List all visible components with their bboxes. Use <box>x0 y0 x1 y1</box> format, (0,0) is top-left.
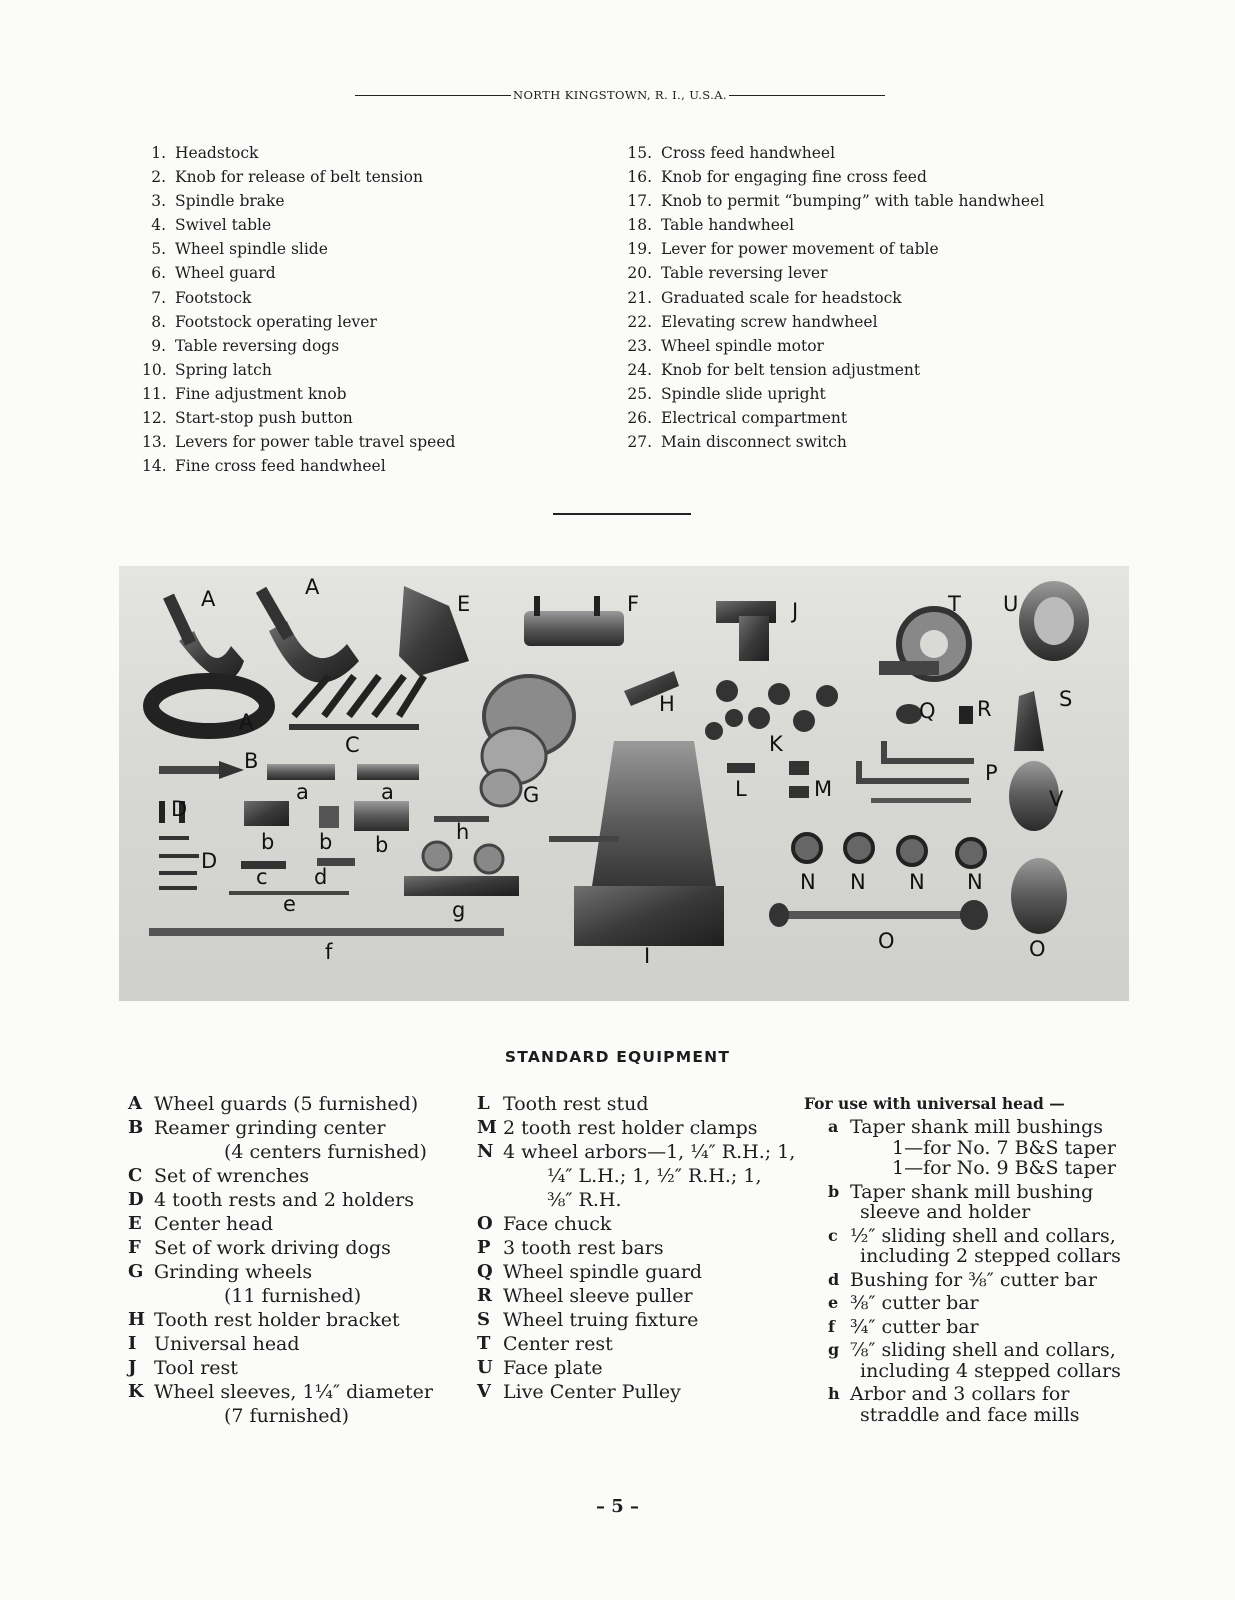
equipment-key: P <box>477 1237 491 1258</box>
equipment-item <box>477 1380 795 1404</box>
parts-list-label: Knob for release of belt tension <box>175 168 423 187</box>
wheel-arbors <box>793 834 985 867</box>
parts-list-item <box>626 430 1044 454</box>
page-number: – 5 – <box>595 1496 640 1517</box>
equipment-key: K <box>128 1381 144 1402</box>
equipment-item <box>477 1236 795 1260</box>
equipment-label: 4 wheel arbors—1, ¼″ R.H.; 1, <box>503 1141 796 1163</box>
equipment-label-continued: (7 furnished) <box>224 1405 350 1427</box>
header-rule-right <box>729 95 885 96</box>
equipment-label: Bushing for ⅜″ cutter bar <box>850 1268 1097 1291</box>
parts-list-item <box>626 334 1044 358</box>
equipment-key: O <box>477 1213 493 1234</box>
equipment-key: G <box>128 1261 144 1282</box>
equipment-key: e <box>828 1293 839 1312</box>
equipment-item <box>477 1140 795 1212</box>
parts-list-item <box>142 454 455 478</box>
wheel-sleeve-puller <box>959 706 973 724</box>
parts-list-item <box>142 213 455 237</box>
parts-list-number: 12. <box>142 409 167 428</box>
equipment-label: Taper shank mill bushings <box>850 1116 1104 1138</box>
equipment-item <box>804 1293 1121 1314</box>
equipment-label: Center rest <box>503 1333 613 1355</box>
equipment-item <box>477 1284 795 1308</box>
wrench-set <box>289 676 424 730</box>
photo-label-q: Q <box>919 699 936 723</box>
parts-list-label: Table reversing dogs <box>175 336 340 355</box>
parts-list-number: 17. <box>627 192 652 211</box>
parts-list-label: Fine adjustment knob <box>175 384 347 403</box>
equipment-item <box>128 1332 433 1356</box>
photo-label-a-lower1: a <box>296 780 309 804</box>
equipment-key: V <box>477 1381 491 1402</box>
parts-list-label: Fine cross feed handwheel <box>175 457 386 476</box>
photo-label-c: C <box>345 733 360 757</box>
parts-list-number: 26. <box>627 409 652 428</box>
parts-list-item <box>142 334 455 358</box>
equipment-label: Face chuck <box>503 1213 612 1235</box>
equipment-column-1 <box>128 1092 433 1428</box>
equipment-label: Wheel sleeve puller <box>503 1285 693 1307</box>
photo-label-a3: A <box>239 710 254 734</box>
photo-label-i: I <box>644 944 651 968</box>
equipment-key: D <box>128 1189 144 1210</box>
equipment-key: H <box>128 1309 146 1330</box>
parts-list-item <box>626 165 1044 189</box>
photo-label-o2: O <box>1029 937 1046 961</box>
parts-list-label: Graduated scale for headstock <box>661 288 902 307</box>
photo-label-b-lower2: b <box>319 830 333 854</box>
parts-list-number: 6. <box>151 264 166 283</box>
photo-label-g-lower: g <box>452 898 466 922</box>
universal-head <box>549 741 724 946</box>
equipment-key: c <box>828 1225 838 1245</box>
equipment-key: S <box>477 1309 490 1330</box>
parts-list-label: Start-stop push button <box>175 409 353 428</box>
standard-equipment-title: STANDARD EQUIPMENT <box>504 1048 731 1066</box>
photo-label-n3: N <box>909 870 925 894</box>
parts-list-number: 24. <box>627 360 652 379</box>
equipment-item <box>804 1340 1121 1381</box>
equipment-label-continued: including 4 stepped collars <box>860 1359 1121 1382</box>
equipment-key: J <box>128 1357 137 1378</box>
parts-list-item <box>142 430 455 454</box>
equipment-key: h <box>828 1384 840 1403</box>
equipment-label: ⅞″ sliding shell and collars, <box>850 1339 1116 1361</box>
equipment-label: Tooth rest holder bracket <box>154 1309 400 1331</box>
parts-list-item <box>142 141 455 165</box>
parts-list-item <box>626 382 1044 406</box>
parts-list-label: Lever for power movement of table <box>661 240 939 259</box>
equipment-key: M <box>477 1117 497 1138</box>
photo-label-p: P <box>985 761 998 785</box>
photo-label-d2: D <box>201 849 218 873</box>
photo-label-e-lower: e <box>283 892 296 916</box>
parts-list-label: Wheel spindle motor <box>661 336 824 355</box>
parts-list-item <box>626 213 1044 237</box>
parts-list-label: Swivel table <box>175 216 272 235</box>
equipment-label-continued: 1—for No. 7 B&S taper <box>892 1136 1117 1159</box>
parts-list-number: 23. <box>627 336 652 355</box>
parts-list-item <box>142 189 455 213</box>
parts-list-number: 10. <box>142 360 167 379</box>
parts-list-number: 13. <box>142 433 167 452</box>
equipment-column-3 <box>804 1092 1121 1428</box>
parts-list-item <box>626 189 1044 213</box>
equipment-label: Reamer grinding center <box>154 1117 386 1139</box>
equipment-label: Wheel guards (5 furnished) <box>154 1093 419 1115</box>
header-location: NORTH KINGSTOWN, R. I., U.S.A. <box>513 88 727 102</box>
equipment-key: g <box>828 1340 840 1359</box>
wheel-truing-fixture <box>1014 691 1044 751</box>
tooth-rest-bars <box>859 741 974 803</box>
parts-list-number: 11. <box>142 384 167 403</box>
equipment-key: T <box>477 1333 491 1354</box>
equipment-photo <box>119 566 1129 1001</box>
photo-label-r: R <box>977 697 992 721</box>
equipment-key: d <box>828 1269 840 1289</box>
equipment-item <box>128 1164 433 1188</box>
parts-list-number: 8. <box>151 312 166 331</box>
equipment-item <box>128 1236 433 1260</box>
photo-label-s: S <box>1059 687 1073 711</box>
equipment-label: Arbor and 3 collars for <box>850 1383 1070 1405</box>
parts-list-number: 7. <box>151 288 166 307</box>
photo-label-d1: D <box>171 797 188 821</box>
equipment-label: Live Center Pulley <box>503 1381 681 1403</box>
equipment-item <box>128 1116 433 1164</box>
equipment-label: Wheel sleeves, 1¼″ diameter <box>154 1381 433 1403</box>
parts-list-item <box>626 141 1044 165</box>
parts-list-number: 25. <box>627 384 652 403</box>
parts-list-item <box>142 310 455 334</box>
parts-list-number: 18. <box>627 216 652 235</box>
equipment-label-continued: ⅜″ R.H. <box>547 1189 622 1211</box>
equipment-label: Tooth rest stud <box>503 1093 649 1115</box>
reamer-grinding-center <box>159 761 244 779</box>
photo-label-c-lower: c <box>256 865 268 889</box>
parts-list-label: Wheel guard <box>175 264 276 283</box>
parts-list-label: Headstock <box>175 144 259 162</box>
parts-list-label: Knob to permit “bumping” with table handwheel <box>661 192 1045 211</box>
photo-label-o1: O <box>878 929 895 953</box>
parts-list-label: Levers for power table travel speed <box>175 433 456 452</box>
parts-list-number: 14. <box>142 457 167 476</box>
equipment-label: Grinding wheels <box>154 1261 313 1283</box>
photo-label-b-lower1: b <box>261 830 275 854</box>
parts-list-label: Main disconnect switch <box>661 433 847 452</box>
parts-list-number: 27. <box>627 433 652 452</box>
parts-list-item <box>142 358 455 382</box>
parts-list-item <box>142 406 455 430</box>
parts-list-right <box>626 141 1044 454</box>
photo-label-b: B <box>244 749 259 773</box>
equipment-item <box>804 1384 1121 1425</box>
equipment-item <box>477 1356 795 1380</box>
parts-list-item <box>142 382 455 406</box>
photo-label-v: V <box>1049 787 1064 811</box>
equipment-label: ¾″ cutter bar <box>850 1315 979 1338</box>
equipment-label-continued: sleeve and holder <box>860 1201 1031 1223</box>
equipment-item <box>477 1116 795 1140</box>
equipment-item <box>477 1212 795 1236</box>
parts-list-item <box>142 237 455 261</box>
equipment-key: F <box>128 1237 141 1258</box>
parts-list-label: Spindle brake <box>175 192 285 211</box>
equipment-item <box>804 1182 1121 1223</box>
parts-list-number: 4. <box>151 216 166 235</box>
parts-list-label: Wheel spindle slide <box>175 240 328 259</box>
parts-list-item <box>626 310 1044 334</box>
equipment-key: A <box>128 1093 142 1114</box>
equipment-item <box>477 1308 795 1332</box>
equipment-label: ⅜″ cutter bar <box>850 1292 979 1314</box>
photo-label-l: L <box>735 777 747 801</box>
photo-label-n2: N <box>850 870 866 894</box>
equipment-item <box>477 1260 795 1284</box>
equipment-label-continued: ¼″ L.H.; 1, ½″ R.H.; 1, <box>547 1165 762 1187</box>
taper-shank-bushings <box>267 764 419 780</box>
equipment-item <box>128 1188 433 1212</box>
equipment-item <box>128 1260 433 1308</box>
equipment-label-continued: 1—for No. 9 B&S taper <box>892 1157 1117 1179</box>
parts-list-number: 21. <box>627 288 652 307</box>
photo-label-a2: A <box>305 575 320 599</box>
equipment-item <box>128 1356 433 1380</box>
parts-list-label: Table reversing lever <box>661 264 828 283</box>
photo-label-a-lower2: a <box>381 780 394 804</box>
equipment-item <box>804 1226 1121 1267</box>
photo-label-j: J <box>792 599 799 623</box>
wheel-guard-2 <box>256 587 359 683</box>
equipment-label: 3 tooth rest bars <box>503 1237 664 1259</box>
parts-list-label: Electrical compartment <box>661 409 848 428</box>
equipment-key: L <box>477 1093 490 1114</box>
parts-list-number: 22. <box>627 312 652 331</box>
parts-list-item <box>626 406 1044 430</box>
equipment-label: Set of wrenches <box>154 1165 310 1187</box>
equipment-label: 2 tooth rest holder clamps <box>503 1117 758 1139</box>
parts-list-label: Footstock operating lever <box>175 312 377 331</box>
parts-list-number: 19. <box>627 240 652 259</box>
photo-label-n4: N <box>967 870 983 894</box>
equipment-illustration <box>119 566 1129 1001</box>
parts-list-label: Spindle slide upright <box>661 384 826 403</box>
equipment-key: E <box>128 1213 142 1234</box>
equipment-item <box>128 1308 433 1332</box>
parts-list-number: 1. <box>151 144 166 162</box>
equipment-label: 4 tooth rests and 2 holders <box>154 1189 414 1211</box>
photo-label-h-upper: H <box>659 692 675 716</box>
parts-list-label: Knob for engaging fine cross feed <box>661 168 927 187</box>
equipment-item <box>128 1092 433 1116</box>
equipment-label: Tool rest <box>154 1357 238 1379</box>
universal-head-items <box>804 1117 1121 1425</box>
photo-label-f: F <box>627 592 640 616</box>
equipment-label-continued: straddle and face mills <box>860 1403 1080 1426</box>
equipment-item <box>477 1332 795 1356</box>
equipment-label-continued: (11 furnished) <box>224 1285 362 1307</box>
mill-bushing-sleeve <box>244 801 409 831</box>
equipment-key: U <box>477 1357 493 1378</box>
equipment-key: f <box>828 1316 835 1336</box>
parts-list-number: 20. <box>627 264 652 283</box>
equipment-label: Wheel spindle guard <box>503 1261 703 1283</box>
parts-list-label: Table handwheel <box>661 216 795 235</box>
section-divider <box>553 513 691 515</box>
work-driving-dogs <box>524 596 624 646</box>
photo-label-u: U <box>1003 592 1019 616</box>
equipment-key: b <box>828 1181 840 1201</box>
center-rest <box>879 609 969 679</box>
wheel-sleeves <box>705 680 838 740</box>
photo-label-f-lower: f <box>325 940 333 964</box>
universal-head-heading-text: For use with universal head — <box>804 1094 1065 1113</box>
parts-list-number: 5. <box>151 240 166 259</box>
equipment-label: Center head <box>154 1213 273 1235</box>
parts-list-label: Knob for belt tension adjustment <box>661 360 921 379</box>
photo-label-d-lower: d <box>314 865 328 889</box>
photo-label-h-lower: h <box>456 820 470 844</box>
parts-list-label: Spring latch <box>175 360 272 379</box>
parts-list-item <box>142 165 455 189</box>
photo-label-g: G <box>523 783 540 807</box>
equipment-label: Set of work driving dogs <box>154 1237 391 1259</box>
equipment-label: Taper shank mill bushing <box>850 1180 1094 1203</box>
parts-list-number: 15. <box>627 144 652 162</box>
equipment-label: ½″ sliding shell and collars, <box>850 1224 1116 1247</box>
equipment-key: B <box>128 1117 144 1138</box>
parts-list-item <box>626 358 1044 382</box>
parts-list-left <box>142 141 455 478</box>
equipment-column-2 <box>477 1092 795 1404</box>
equipment-key: N <box>477 1141 494 1162</box>
photo-label-b-lower3: b <box>375 833 389 857</box>
equipment-key: a <box>828 1117 839 1136</box>
photo-label-a1: A <box>201 587 216 611</box>
equipment-item <box>477 1092 795 1116</box>
parts-list-item <box>142 261 455 285</box>
photo-label-n1: N <box>800 870 816 894</box>
equipment-label-continued: including 2 stepped collars <box>860 1245 1121 1267</box>
equipment-key: R <box>477 1285 492 1306</box>
equipment-label: Face plate <box>503 1357 603 1379</box>
equipment-label: Wheel truing fixture <box>503 1309 699 1331</box>
parts-list-label: Cross feed handwheel <box>661 144 836 162</box>
parts-list-item <box>142 286 455 310</box>
face-plate <box>1019 581 1089 661</box>
equipment-item <box>804 1117 1121 1179</box>
equipment-item <box>804 1317 1121 1338</box>
equipment-item <box>804 1270 1121 1291</box>
page-header <box>355 88 885 102</box>
parts-list-number: 9. <box>151 336 166 355</box>
parts-list-item <box>626 237 1044 261</box>
tool-rest <box>716 601 776 661</box>
equipment-item <box>128 1380 433 1428</box>
parts-list-item <box>626 286 1044 310</box>
parts-list-item <box>626 261 1044 285</box>
universal-head-heading <box>804 1092 1121 1116</box>
equipment-key: I <box>128 1333 137 1354</box>
photo-label-m: M <box>814 777 833 801</box>
equipment-key: C <box>128 1165 143 1186</box>
parts-list-number: 2. <box>151 168 166 187</box>
equipment-key: Q <box>477 1261 493 1282</box>
equipment-label-continued: (4 centers furnished) <box>224 1141 427 1163</box>
parts-list-number: 16. <box>627 168 652 187</box>
photo-label-e: E <box>457 592 471 616</box>
parts-list-label: Elevating screw handwheel <box>661 312 878 331</box>
photo-label-t: T <box>948 592 961 616</box>
equipment-item <box>128 1212 433 1236</box>
photo-label-k: K <box>769 732 783 756</box>
parts-list-label: Footstock <box>175 288 252 307</box>
parts-list-number: 3. <box>151 192 166 211</box>
header-rule-left <box>355 95 511 96</box>
equipment-label: Universal head <box>154 1333 300 1355</box>
